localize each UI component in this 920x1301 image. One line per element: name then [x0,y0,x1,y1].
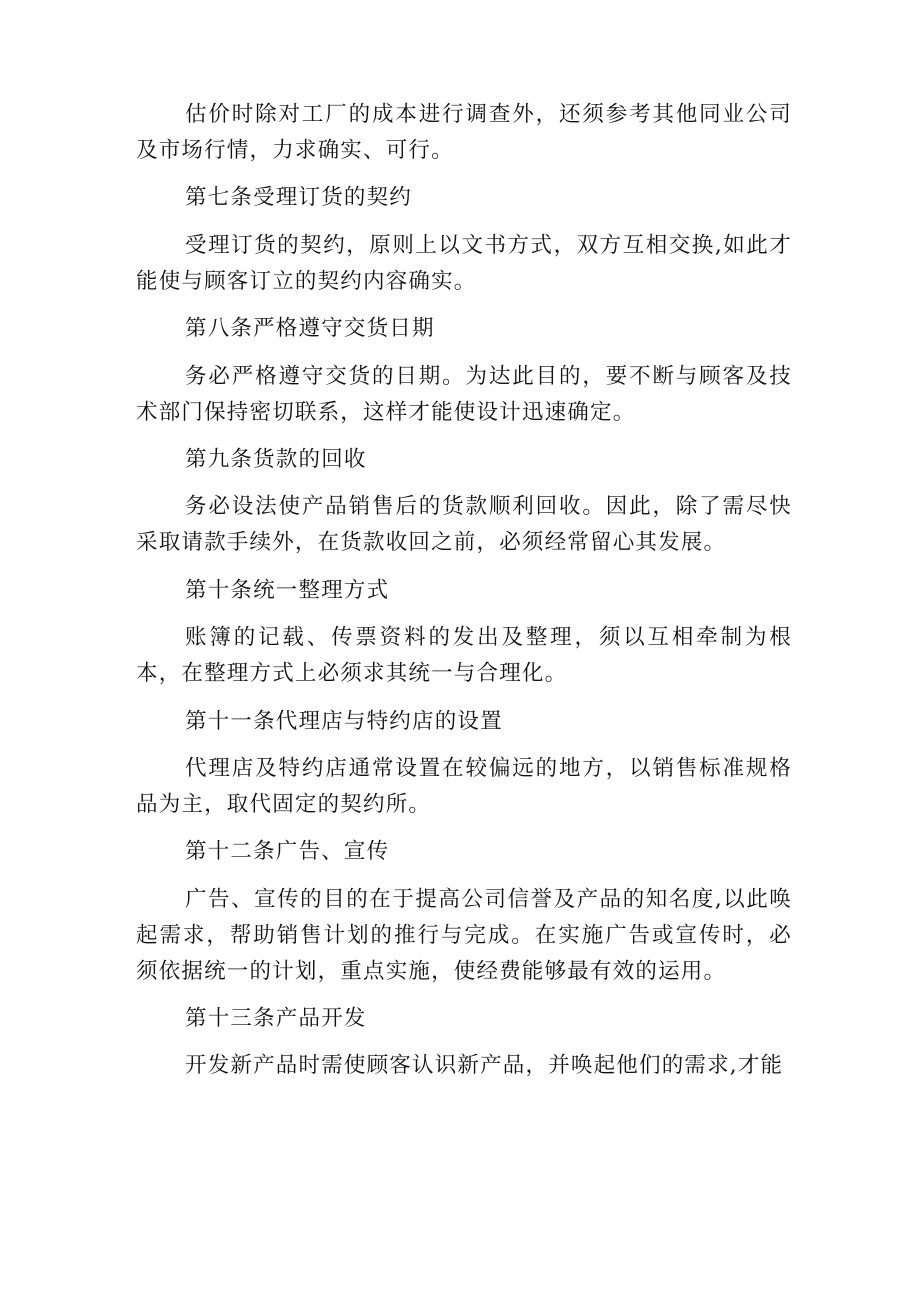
article-11-body: 代理店及特约店通常设置在较偏远的地方，以销售标准规格品为主，取代固定的契约所。 [136,755,792,817]
article-13-body: 开发新产品时需使顾客认识新产品，并唤起他们的需求,才能 [185,1053,784,1079]
document-body [136,97,792,1096]
paragraph-estimate: 估价时除对工厂的成本进行调查外，还须参考其他同业公司及市场行情，力求确实、可行。 [136,102,792,163]
article-12-body: 广告、宣传的目的在于提高公司信誉及产品的知名度,以此唤起需求，帮助销售计划的推行与完成。在实施广告或宣传时，必须依据统一的计划，重点实施，使经费能够最有效的运用。 [136,886,792,984]
article-9-body: 务必设法使产品销售后的货款顺利回收。因此，除了需尽快采取请款手续外，在货款收回之前，必须经常留心其发展。 [136,494,792,556]
article-13-heading: 第十三条产品开发 [185,1006,367,1032]
article-10-heading: 第十条统一整理方式 [185,577,390,603]
article-7-heading: 第七条受理订货的契约 [185,185,413,211]
article-8-body: 务必严格遵守交货的日期。为达此目的，要不断与顾客及技术部门保持密切联系，这样才能使设计迅速确定。 [136,363,792,425]
article-10-body: 账簿的记载、传票资料的发出及整理，须以互相牵制为根本，在整理方式上必须求其统一与合理化。 [136,625,792,687]
article-9-heading: 第九条货款的回收 [185,446,367,472]
article-12-heading: 第十二条广告、宣传 [185,839,390,865]
article-7-body: 受理订货的契约，原则上以文书方式，双方互相交换,如此才能使与顾客订立的契约内容确实。 [136,232,792,294]
article-8-heading: 第八条严格遵守交货日期 [185,316,435,342]
article-11-heading: 第十一条代理店与特约店的设置 [185,708,503,734]
